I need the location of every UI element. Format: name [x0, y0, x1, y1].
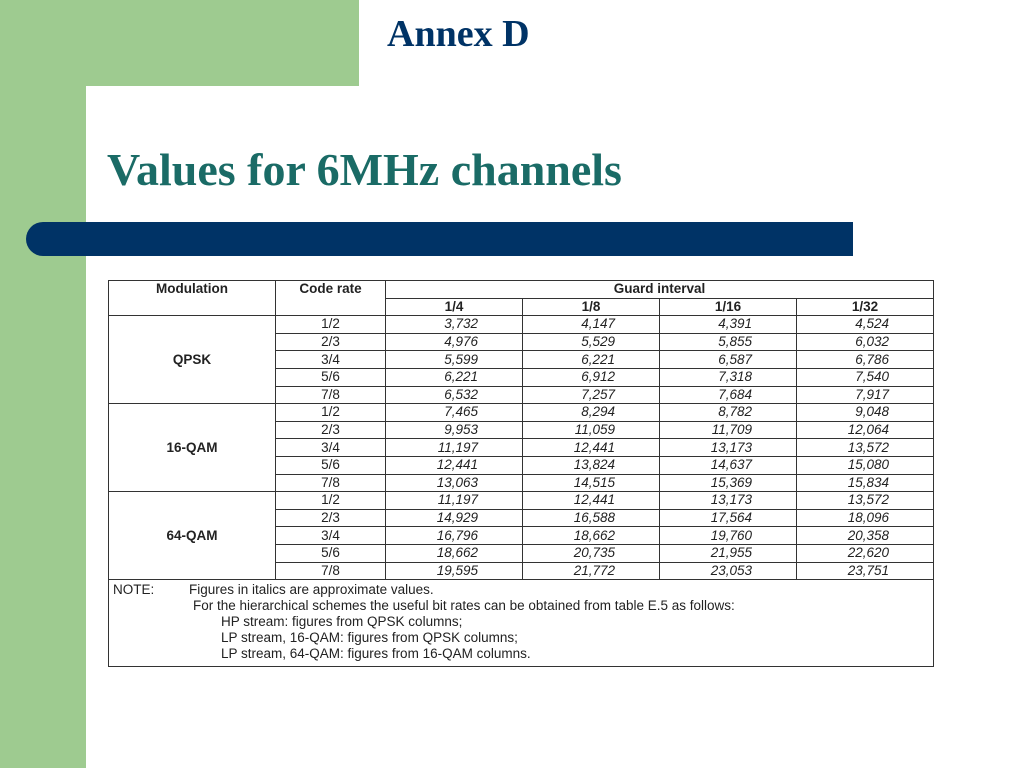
- bitrate-value-cell: 15,080: [797, 456, 934, 474]
- bitrate-value-cell: 6,912: [523, 368, 660, 386]
- code-rate-cell: 3/4: [276, 351, 386, 369]
- header-guard-col: 1/4: [386, 298, 523, 316]
- table-row: [109, 316, 934, 334]
- bitrate-value-cell: 6,532: [386, 386, 523, 404]
- bitrate-value-cell: 5,599: [386, 351, 523, 369]
- bitrate-value-cell: 23,053: [660, 562, 797, 580]
- bitrate-value-cell: 12,441: [386, 456, 523, 474]
- bitrate-value-cell: 11,197: [386, 439, 523, 457]
- bitrate-value-cell: 18,096: [797, 509, 934, 527]
- bitrate-value-cell: 17,564: [660, 509, 797, 527]
- table-row: [109, 404, 934, 422]
- bitrate-value-cell: 7,540: [797, 368, 934, 386]
- bitrate-table-container: [108, 280, 933, 667]
- bitrate-value-cell: 12,064: [797, 421, 934, 439]
- code-rate-cell: 2/3: [276, 509, 386, 527]
- bitrate-value-cell: 3,732: [386, 316, 523, 334]
- bitrate-value-cell: 16,588: [523, 509, 660, 527]
- bitrate-value-cell: 14,515: [523, 474, 660, 492]
- bitrate-value-cell: 8,782: [660, 404, 797, 422]
- bitrate-value-cell: 16,796: [386, 527, 523, 545]
- slide-title: Values for 6MHz channels: [107, 144, 622, 195]
- code-rate-cell: 7/8: [276, 386, 386, 404]
- bitrate-value-cell: 4,147: [523, 316, 660, 334]
- bitrate-value-cell: 19,595: [386, 562, 523, 580]
- bitrate-value-cell: 4,524: [797, 316, 934, 334]
- bitrate-value-cell: 7,257: [523, 386, 660, 404]
- code-rate-cell: 5/6: [276, 544, 386, 562]
- bitrate-value-cell: 4,976: [386, 333, 523, 351]
- annex-label: Annex D: [387, 13, 530, 55]
- code-rate-cell: 2/3: [276, 333, 386, 351]
- note-line-5: LP stream, 64-QAM: figures from 16-QAM columns.: [221, 646, 531, 662]
- green-top-decoration: [0, 0, 359, 86]
- table-body: [109, 316, 934, 580]
- table-row: [109, 492, 934, 510]
- rounded-corner-decoration: [86, 86, 146, 146]
- code-rate-cell: 3/4: [276, 439, 386, 457]
- code-rate-cell: 1/2: [276, 316, 386, 334]
- modulation-cell: 16-QAM: [109, 404, 276, 492]
- bitrate-value-cell: 18,662: [523, 527, 660, 545]
- note-line-4: LP stream, 16-QAM: figures from QPSK columns;: [221, 630, 518, 646]
- green-sidebar-decoration: [0, 0, 86, 768]
- bitrate-value-cell: 6,221: [523, 351, 660, 369]
- bitrate-value-cell: 23,751: [797, 562, 934, 580]
- bitrate-value-cell: 5,855: [660, 333, 797, 351]
- code-rate-cell: 1/2: [276, 404, 386, 422]
- bitrate-value-cell: 6,221: [386, 368, 523, 386]
- code-rate-cell: 1/2: [276, 492, 386, 510]
- note-label: NOTE:: [113, 582, 155, 598]
- bitrate-value-cell: 13,063: [386, 474, 523, 492]
- bitrate-value-cell: 6,032: [797, 333, 934, 351]
- header-guard-col: 1/32: [797, 298, 934, 316]
- modulation-cell: QPSK: [109, 316, 276, 404]
- bitrate-value-cell: 7,917: [797, 386, 934, 404]
- bitrate-value-cell: 11,197: [386, 492, 523, 510]
- bitrate-value-cell: 13,572: [797, 492, 934, 510]
- bitrate-value-cell: 18,662: [386, 544, 523, 562]
- bitrate-value-cell: 14,637: [660, 456, 797, 474]
- title-underline-bar: [26, 222, 853, 256]
- bitrate-table: [108, 280, 934, 667]
- bitrate-value-cell: 13,173: [660, 492, 797, 510]
- bitrate-value-cell: 9,953: [386, 421, 523, 439]
- code-rate-cell: 2/3: [276, 421, 386, 439]
- note-line-2: For the hierarchical schemes the useful bit rates can be obtained from table E.5 as follows:: [193, 598, 735, 614]
- bitrate-value-cell: 15,834: [797, 474, 934, 492]
- bitrate-value-cell: 22,620: [797, 544, 934, 562]
- bitrate-value-cell: 20,358: [797, 527, 934, 545]
- bitrate-value-cell: 6,587: [660, 351, 797, 369]
- code-rate-cell: 7/8: [276, 474, 386, 492]
- bitrate-value-cell: 19,760: [660, 527, 797, 545]
- note-line-1: Figures in italics are approximate values.: [189, 582, 434, 598]
- bitrate-value-cell: 11,709: [660, 421, 797, 439]
- bitrate-value-cell: 13,824: [523, 456, 660, 474]
- header-modulation: Modulation: [109, 281, 276, 316]
- code-rate-cell: 5/6: [276, 456, 386, 474]
- bitrate-value-cell: 12,441: [523, 492, 660, 510]
- bitrate-value-cell: 7,684: [660, 386, 797, 404]
- code-rate-cell: 5/6: [276, 368, 386, 386]
- bitrate-value-cell: 13,173: [660, 439, 797, 457]
- modulation-cell: 64-QAM: [109, 492, 276, 580]
- bitrate-value-cell: 5,529: [523, 333, 660, 351]
- bitrate-value-cell: 20,735: [523, 544, 660, 562]
- bitrate-value-cell: 15,369: [660, 474, 797, 492]
- code-rate-cell: 3/4: [276, 527, 386, 545]
- bitrate-value-cell: 11,059: [523, 421, 660, 439]
- bitrate-value-cell: 21,772: [523, 562, 660, 580]
- bitrate-value-cell: 7,465: [386, 404, 523, 422]
- code-rate-cell: 7/8: [276, 562, 386, 580]
- bitrate-value-cell: 9,048: [797, 404, 934, 422]
- header-guard-col: 1/16: [660, 298, 797, 316]
- bitrate-value-cell: 4,391: [660, 316, 797, 334]
- note-line-3: HP stream: figures from QPSK columns;: [221, 614, 463, 630]
- bitrate-value-cell: 14,929: [386, 509, 523, 527]
- note-cell: [109, 580, 934, 667]
- bitrate-value-cell: 21,955: [660, 544, 797, 562]
- bitrate-value-cell: 7,318: [660, 368, 797, 386]
- header-guard-interval: Guard interval: [386, 281, 934, 299]
- header-guard-col: 1/8: [523, 298, 660, 316]
- bitrate-value-cell: 13,572: [797, 439, 934, 457]
- bitrate-value-cell: 8,294: [523, 404, 660, 422]
- header-code-rate: Code rate: [276, 281, 386, 316]
- note-row: [109, 580, 934, 667]
- header-row: [109, 281, 934, 299]
- bitrate-value-cell: 6,786: [797, 351, 934, 369]
- bitrate-value-cell: 12,441: [523, 439, 660, 457]
